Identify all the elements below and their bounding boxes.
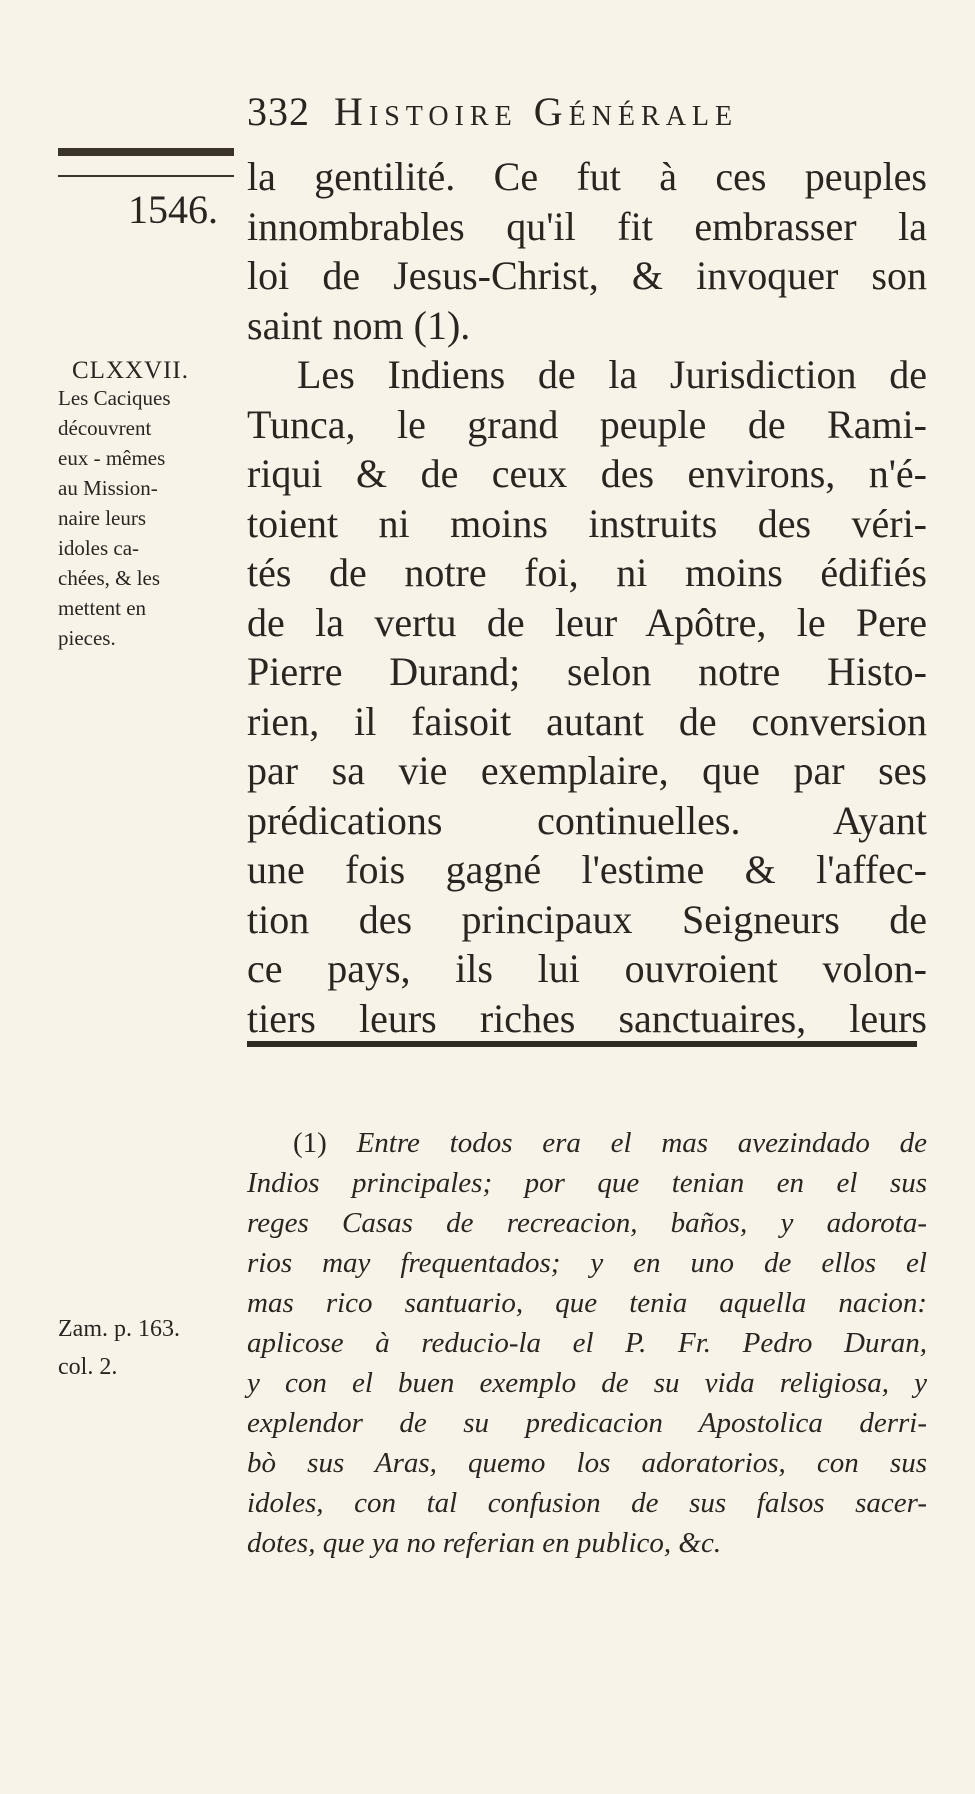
running-head [247, 88, 887, 148]
reference-line: Zam. p. 163. [58, 1316, 180, 1342]
side-note-line: chées, & les [58, 566, 161, 590]
footnote-line: dotes, que ya no referian en publico, &c. [247, 1527, 722, 1559]
body-line: prédications continuelles. Ayant [247, 797, 927, 843]
thin-rule [58, 175, 234, 177]
section-number: CLXXVII. [72, 357, 190, 384]
footnote-first-line: Entre todos era el mas avezindado de [356, 1127, 928, 1159]
footnote-line: y con el buen exemplo de su vida religiosa, y [247, 1367, 927, 1399]
footnote-line: reges Casas de recreacion, baños, y adorota- [247, 1207, 927, 1239]
body-line: riqui & de ceux des environs, n'é- [247, 451, 927, 496]
side-note-line: mettent en [58, 596, 147, 620]
body-line: tion des principaux Seigneurs de [247, 896, 927, 942]
body-line: de la vertu de leur Apôtre, le Pere [247, 599, 927, 645]
side-note-line: idoles ca- [58, 536, 140, 560]
reference-line: col. 2. [58, 1354, 118, 1380]
footnote-line: explendor de su predicacion Apostolica derri- [247, 1407, 927, 1439]
body-line: la gentilité. Ce fut à ces peuples [247, 154, 927, 199]
marginal-summary [58, 383, 242, 653]
footnote-marker: (1) [293, 1127, 327, 1159]
body-line: Les Indiens de la Jurisdiction de [297, 352, 927, 397]
page-number: 332 [247, 89, 310, 134]
footnote-divider [247, 1041, 917, 1047]
footnote-line: idoles, con tal confusion de sus falsos sacer- [247, 1487, 927, 1519]
footnote-line [247, 1123, 927, 1163]
side-note-line: eux - mêmes [58, 446, 166, 470]
side-note-line: naire leurs [58, 506, 147, 530]
body-line: saint nom (1). [247, 302, 471, 348]
body-line: Pierre Durand; selon notre Histo- [247, 649, 927, 694]
body-line: toient ni moins instruits des véri- [247, 500, 927, 546]
body-line: Tunca, le grand peuple de Rami- [247, 401, 927, 447]
footnote-line: mas rico santuario, que tenia aquella nacion: [247, 1287, 927, 1319]
side-note-line: pieces. [58, 626, 116, 650]
side-note-line: découvrent [58, 416, 152, 440]
marginal-reference [58, 1310, 180, 1386]
body-text [247, 152, 927, 1043]
margin-year: 1546. [128, 187, 218, 232]
side-note-line: Les Caciques [58, 386, 171, 410]
body-line: une fois gagné l'estime & l'affec- [247, 847, 927, 892]
ornamental-rule [58, 148, 234, 156]
footnote-line: bò sus Aras, quemo los adoratorios, con sus [247, 1447, 927, 1479]
footnote [247, 1123, 927, 1563]
footnote-line: rios may frequentados; y en uno de ellos el [247, 1247, 927, 1279]
running-title: Histoire Générale [334, 89, 739, 134]
body-line: ce pays, ils lui ouvroient volon- [247, 946, 927, 991]
footnote-line: Indios principales; por que tenian en el sus [247, 1167, 927, 1199]
body-line: tés de notre foi, ni moins édifiés [247, 550, 927, 595]
body-line: loi de Jesus-Christ, & invoquer son [247, 253, 927, 298]
body-line: rien, il faisoit autant de conversion [247, 698, 927, 744]
body-line: tiers leurs riches sanctuaires, leurs [247, 995, 927, 1041]
body-line: innombrables qu'il fit embrasser la [247, 203, 927, 249]
side-note-line: au Mission- [58, 476, 158, 500]
body-line: par sa vie exemplaire, que par ses [247, 748, 927, 793]
footnote-line: aplicose à reducio-la el P. Fr. Pedro Duran, [247, 1327, 927, 1359]
